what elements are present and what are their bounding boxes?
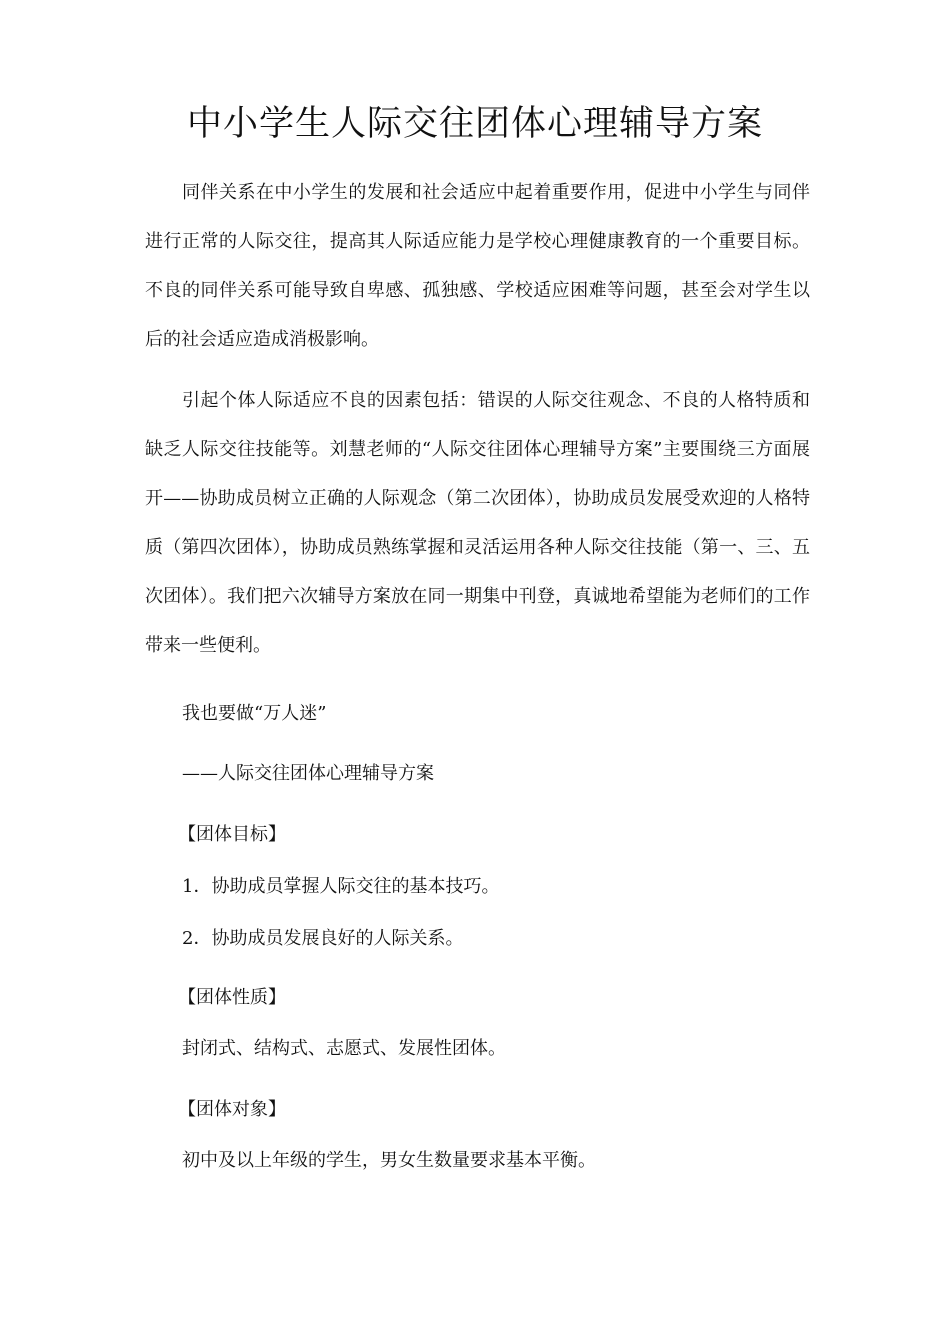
target-text: 初中及以上年级的学生，男女生数量要求基本平衡。 xyxy=(182,1150,596,1171)
goals-heading: 【团体目标】 xyxy=(178,824,286,845)
nature-heading: 【团体性质】 xyxy=(178,987,286,1008)
subtitle-sub: ——人际交往团体心理辅导方案 xyxy=(182,763,434,784)
intro-paragraph-2: 引起个体人际适应不良的因素包括：错误的人际交往观念、不良的人格特质和缺乏人际交往技能等。刘慧老师的“人际交往团体心理辅导方案”主要围绕三方面展开——协助成员树立正确的人际观念（第二次团体），协助成员发展受欢迎的人格特质（第四次团体），协助成员熟练掌握和灵活运用各种人际交往技能（第一、三、五次团体）。我们把六次辅导方案放在同一期集中刊登，真诚地希望能为老师们的工作带来一些便利。 xyxy=(145,390,810,656)
subtitle-main: 我也要做“万人迷” xyxy=(182,703,327,724)
intro-paragraph-1: 同伴关系在中小学生的发展和社会适应中起着重要作用，促进中小学生与同伴进行正常的人际交往，提高其人际适应能力是学校心理健康教育的一个重要目标。不良的同伴关系可能导致自卑感、孤独感、学校适应困难等问题，甚至会对学生以后的社会适应造成消极影响。 xyxy=(145,182,810,350)
target-heading: 【团体对象】 xyxy=(178,1099,286,1120)
goal-item-2: 2．协助成员发展良好的人际关系。 xyxy=(182,928,464,949)
nature-text: 封闭式、结构式、志愿式、发展性团体。 xyxy=(182,1038,506,1059)
goal-item-1: 1．协助成员掌握人际交往的基本技巧。 xyxy=(182,876,500,897)
document-title: 中小学生人际交往团体心理辅导方案 xyxy=(186,104,763,144)
